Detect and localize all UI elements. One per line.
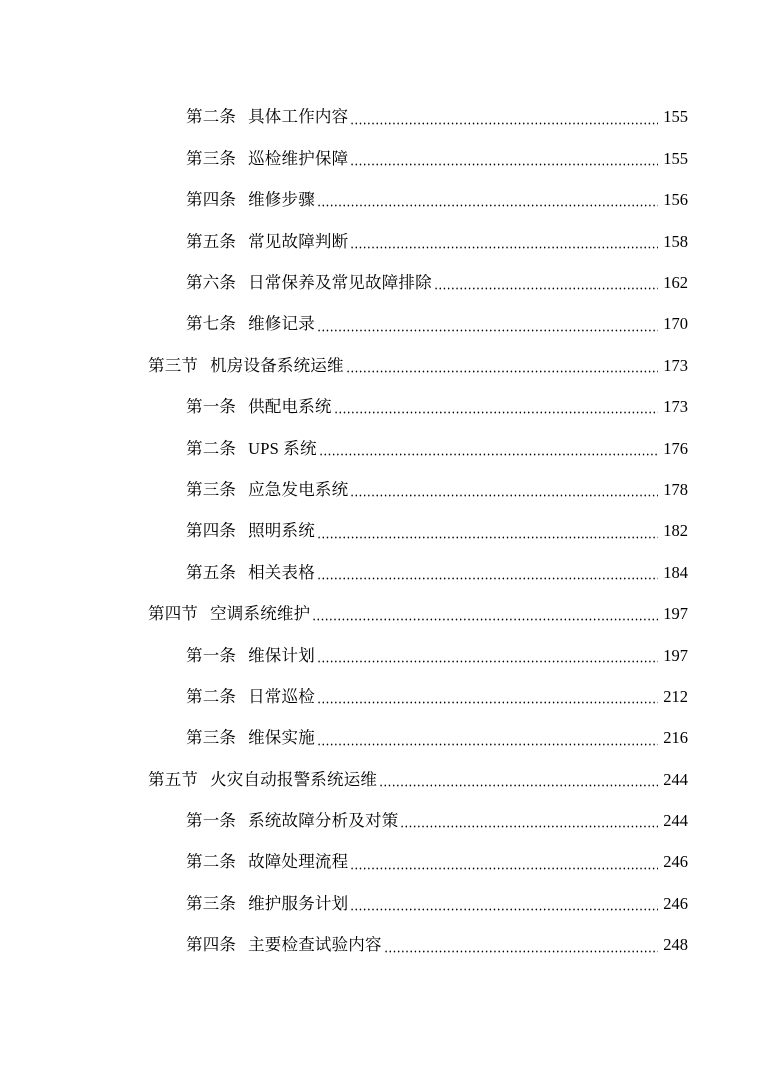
toc-entry-title: 照明系统 bbox=[248, 521, 315, 541]
toc-entry-title: 巡检维护保障 bbox=[248, 148, 349, 168]
toc-entry-page-number: 197 bbox=[663, 604, 688, 624]
toc-entry-number: 第二条 bbox=[186, 686, 237, 706]
dot-leader bbox=[350, 151, 658, 167]
toc-article-entry bbox=[0, 883, 761, 924]
toc-entry-number: 第一条 bbox=[186, 397, 237, 417]
toc-entry-title: 日常保养及常见故障排除 bbox=[248, 273, 432, 292]
toc-entry-number: 第五条 bbox=[186, 562, 237, 582]
dot-leader bbox=[317, 689, 658, 705]
toc-entry-page-number: 178 bbox=[663, 479, 688, 499]
dot-leader bbox=[434, 275, 658, 291]
toc-entry-page-number: 155 bbox=[663, 148, 688, 168]
toc-section-entry bbox=[0, 594, 761, 635]
toc-entry-title: 维护服务计划 bbox=[248, 893, 349, 913]
toc-entry-title: 空调系统维护 bbox=[210, 604, 311, 624]
toc-entry-title: 相关表格 bbox=[248, 562, 315, 582]
toc-entry-title: 维修记录 bbox=[248, 314, 315, 334]
toc-entry-title: 维保计划 bbox=[248, 645, 315, 665]
toc-entry-number: 第一条 bbox=[186, 645, 237, 665]
toc-article-entry bbox=[0, 718, 761, 759]
toc-article-entry bbox=[0, 511, 761, 552]
toc-entry-title: UPS 系统 bbox=[248, 438, 317, 458]
toc-article-entry bbox=[0, 263, 761, 304]
dot-leader bbox=[317, 731, 658, 747]
toc-article-entry bbox=[0, 925, 761, 966]
toc-entry-page-number: 158 bbox=[663, 231, 688, 251]
toc-article-entry bbox=[0, 97, 761, 138]
dot-leader bbox=[384, 938, 658, 954]
toc-article-entry bbox=[0, 842, 761, 883]
toc-entry-number: 第四节 bbox=[148, 604, 199, 624]
toc-entry-number: 第三条 bbox=[186, 148, 237, 168]
toc-entry-number: 第三条 bbox=[186, 728, 237, 748]
toc-entry-number: 第五节 bbox=[148, 769, 199, 789]
toc-entry-page-number: 184 bbox=[663, 562, 688, 582]
toc-entry-number: 第二条 bbox=[186, 107, 237, 127]
dot-leader bbox=[319, 441, 658, 457]
toc-entry-title: 供配电系统 bbox=[248, 397, 332, 417]
toc-article-entry bbox=[0, 801, 761, 842]
dot-leader bbox=[350, 110, 658, 126]
toc-entry-page-number: 248 bbox=[663, 935, 688, 955]
toc-entry-number: 第七条 bbox=[186, 314, 237, 334]
toc-entry-title: 火灾自动报警系统运维 bbox=[210, 769, 378, 789]
toc-entry-title: 维修步骤 bbox=[248, 190, 315, 210]
toc-entry-title: 常见故障判断 bbox=[248, 231, 349, 251]
toc-article-entry bbox=[0, 552, 761, 593]
dot-leader bbox=[346, 358, 658, 374]
toc-entry-number: 第六条 bbox=[186, 273, 237, 292]
toc-entry-page-number: 216 bbox=[663, 728, 688, 748]
toc-entry-page-number: 173 bbox=[663, 397, 688, 417]
toc-entry-page-number: 246 bbox=[663, 893, 688, 913]
table-of-contents bbox=[0, 97, 761, 966]
toc-entry-page-number: 170 bbox=[663, 314, 688, 334]
toc-entry-title: 机房设备系统运维 bbox=[210, 355, 344, 375]
dot-leader bbox=[317, 565, 658, 581]
toc-entry-number: 第三条 bbox=[186, 479, 237, 499]
toc-entry-title: 主要检查试验内容 bbox=[248, 935, 382, 955]
toc-section-entry bbox=[0, 345, 761, 386]
toc-entry-number: 第四条 bbox=[186, 521, 237, 541]
toc-entry-number: 第二条 bbox=[186, 852, 237, 872]
dot-leader bbox=[317, 317, 658, 333]
toc-article-entry bbox=[0, 676, 761, 717]
toc-entry-title: 维保实施 bbox=[248, 728, 315, 748]
toc-entry-page-number: 212 bbox=[663, 686, 688, 706]
toc-entry-title: 故障处理流程 bbox=[248, 852, 349, 872]
toc-entry-title: 日常巡检 bbox=[248, 686, 315, 706]
toc-entry-page-number: 244 bbox=[663, 769, 688, 789]
toc-entry-title: 系统故障分析及对策 bbox=[248, 811, 399, 831]
toc-section-entry bbox=[0, 759, 761, 800]
dot-leader bbox=[317, 524, 658, 540]
dot-leader bbox=[350, 482, 658, 498]
dot-leader bbox=[350, 896, 658, 912]
toc-article-entry bbox=[0, 428, 761, 469]
toc-entry-page-number: 244 bbox=[663, 811, 688, 831]
toc-entry-number: 第三节 bbox=[148, 355, 199, 375]
toc-article-entry bbox=[0, 221, 761, 262]
toc-entry-number: 第四条 bbox=[186, 190, 237, 210]
dot-leader bbox=[350, 855, 658, 871]
toc-entry-number: 第四条 bbox=[186, 935, 237, 955]
toc-entry-page-number: 155 bbox=[663, 107, 688, 127]
toc-entry-page-number: 162 bbox=[663, 273, 688, 292]
toc-entry-number: 第三条 bbox=[186, 893, 237, 913]
toc-entry-page-number: 156 bbox=[663, 190, 688, 210]
toc-entry-page-number: 173 bbox=[663, 355, 688, 375]
dot-leader bbox=[350, 234, 658, 250]
toc-article-entry bbox=[0, 138, 761, 179]
toc-entry-title: 具体工作内容 bbox=[248, 107, 349, 127]
toc-entry-title: 应急发电系统 bbox=[248, 479, 349, 499]
toc-article-entry bbox=[0, 180, 761, 221]
toc-entry-page-number: 246 bbox=[663, 852, 688, 872]
toc-entry-page-number: 197 bbox=[663, 645, 688, 665]
toc-article-entry bbox=[0, 387, 761, 428]
dot-leader bbox=[379, 772, 658, 788]
toc-entry-page-number: 176 bbox=[663, 438, 688, 458]
dot-leader bbox=[400, 813, 658, 829]
toc-article-entry bbox=[0, 304, 761, 345]
toc-entry-number: 第五条 bbox=[186, 231, 237, 251]
dot-leader bbox=[334, 399, 658, 415]
toc-entry-number: 第一条 bbox=[186, 811, 237, 831]
toc-entry-number: 第二条 bbox=[186, 438, 237, 458]
toc-entry-page-number: 182 bbox=[663, 521, 688, 541]
dot-leader bbox=[317, 648, 658, 664]
toc-article-entry bbox=[0, 470, 761, 511]
toc-article-entry bbox=[0, 635, 761, 676]
dot-leader bbox=[317, 192, 658, 208]
dot-leader bbox=[312, 606, 658, 622]
